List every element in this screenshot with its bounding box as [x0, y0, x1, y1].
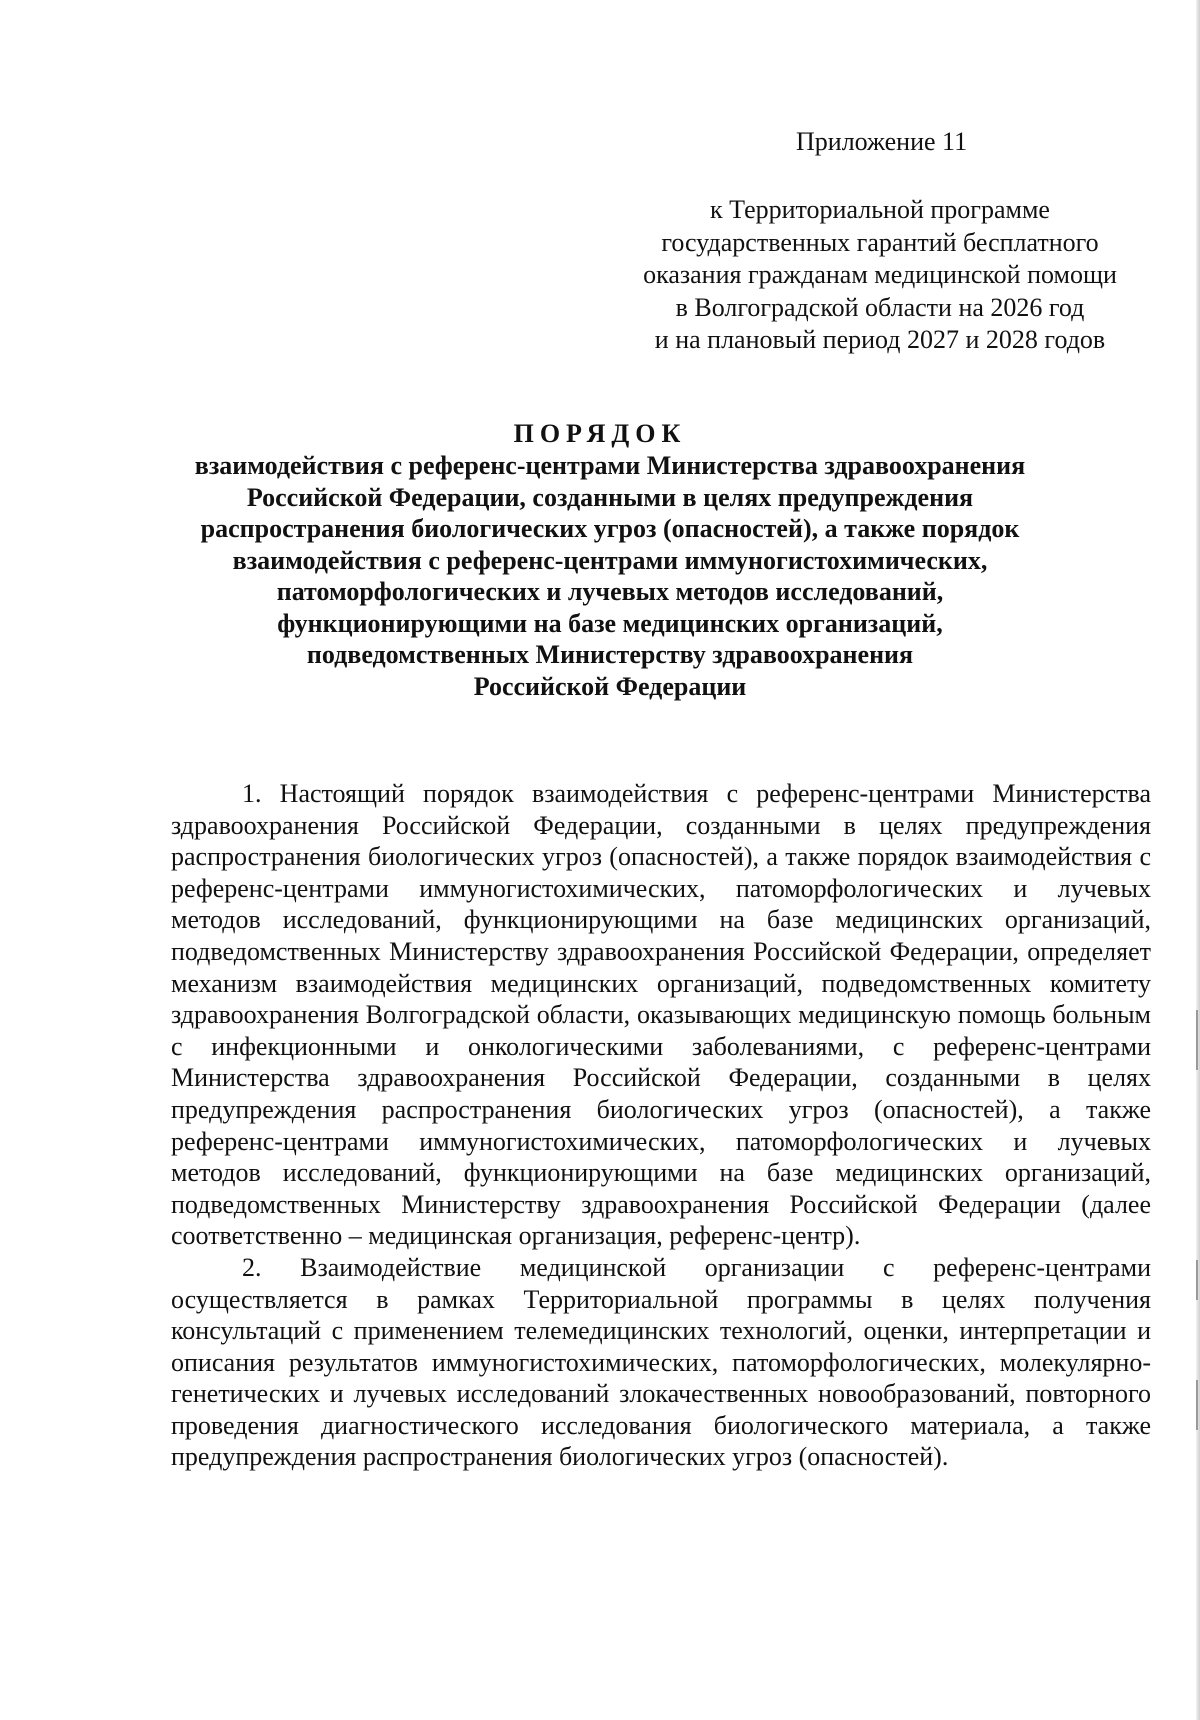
subtitle-line: взаимодействия с референс-центрами иммуногистохимических,: [232, 545, 988, 575]
subtitle-line: подведомственных Министерству здравоохранения: [306, 640, 914, 669]
scan-edge-mark: [1196, 1380, 1198, 1430]
appendix-reference-line: к Территориальной программе: [710, 195, 1050, 224]
appendix-reference-line: государственных гарантий бесплатного: [661, 227, 1099, 257]
document-body: [171, 778, 1151, 1473]
document-subtitle: [150, 450, 1070, 702]
subtitle-line: Российской Федерации: [473, 671, 747, 701]
subtitle-line: патоморфологических и лучевых методов исследований,: [276, 577, 944, 606]
paragraph-2: 2. Взаимодействие медицинской организации с референс-центрами осуществляется в рамках Территориальной программы в целях получения консультаций с применением телемедицинских технологий, оценки, интерпретации и описания результатов иммуногистохимических, патоморфологических, молекулярно-генетических и лучевых исследований злокачественных новообразований, повторного проведения диагностического исследования биологического материала, а также предупреждения распространения биологических угроз (опасностей).: [171, 1252, 1151, 1472]
document-title: ПОРЯДОК: [513, 419, 687, 448]
scan-edge-mark: [1196, 1260, 1198, 1300]
appendix-reference-line: в Волгоградской области на 2026 год: [675, 292, 1085, 322]
appendix-reference-line: оказания гражданам медицинской помощи: [643, 260, 1117, 289]
subtitle-line: Российской Федерации, созданными в целях предупреждения: [246, 482, 974, 512]
subtitle-line: распространения биологических угроз (опасностей), а также порядок: [200, 514, 1020, 543]
appendix-number: Приложение 11: [796, 127, 968, 156]
scan-edge: [1196, 0, 1200, 1720]
subtitle-line: функционирующими на базе медицинских организаций,: [277, 608, 943, 638]
appendix-reference-line: и на плановый период 2027 и 2028 годов: [654, 325, 1106, 354]
scan-edge-mark: [1196, 1010, 1198, 1070]
subtitle-line: взаимодействия с референс-центрами Министерства здравоохранения: [194, 451, 1026, 480]
paragraph-1: 1. Настоящий порядок взаимодействия с референс-центрами Министерства здравоохранения Российской Федерации, созданными в целях предупреждения распространения биологических угроз (опасностей), а также порядок взаимодействия с референс-центрами иммуногистохимических, патоморфологических и лучевых методов исследований, функционирующими на базе медицинских организаций, подведомственных Министерству здравоохранения Российской Федерации, определяет механизм взаимодействия медицинских организаций, подведомственных комитету здравоохранения Волгоградской области, оказывающих медицинскую помощь больным с инфекционными и онкологическими заболеваниями, с референс-центрами Министерства здравоохранения Российской Федерации, созданными в целях предупреждения распространения биологических угроз (опасностей), а также референс-центрами иммуногистохимических, патоморфологических и лучевых методов исследований, функционирующими на базе медицинских организаций, подведомственных Министерству здравоохранения Российской Федерации (далее соответственно – медицинская организация, референс-центр).: [171, 779, 1151, 1251]
appendix-reference: [600, 194, 1160, 357]
